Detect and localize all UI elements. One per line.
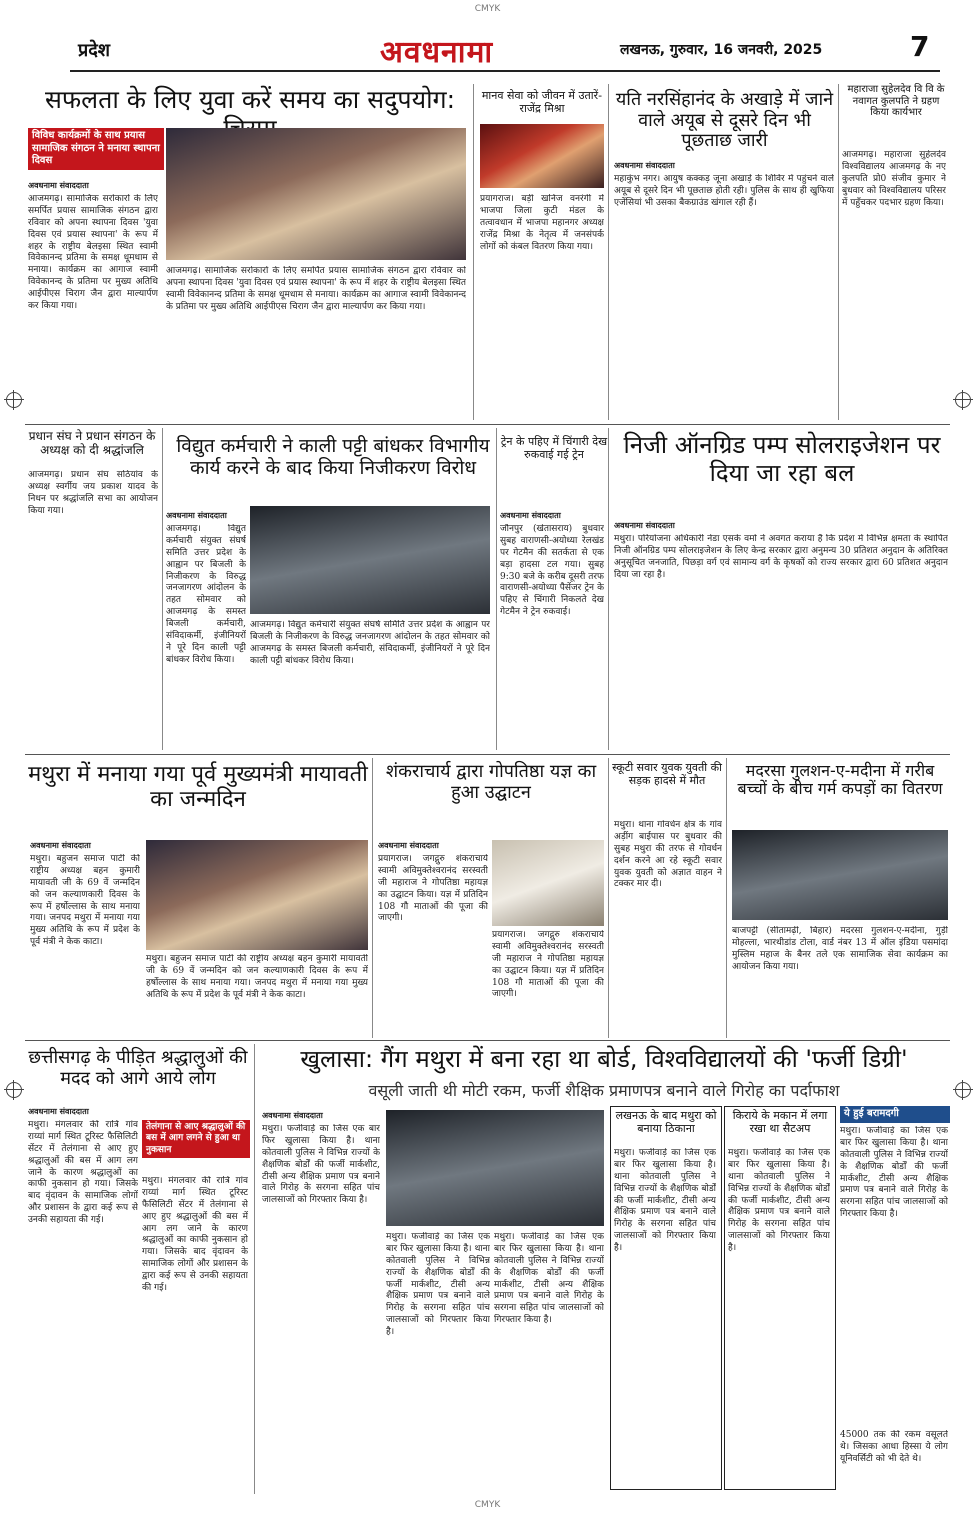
crosshair-registration-icon bbox=[6, 1082, 22, 1098]
article-body-khulasa-3: मथुरा। फर्जीवाड़े का जिस एक बार फिर खुलासा किया है। थाना कोतवाली पुलिस ने विभिन्न राज्यों के शैक्षणिक बोर्डों की फर्जी मार्कशीट, टीसी अन्य शैक्षिक प्रमाण पत्र बनाने वाले गिरोह के सरगना सहित पांच जालसाजों को गिरफ्तार किया है। bbox=[494, 1232, 604, 1326]
article-body-mayawati: मथुरा। बहुजन समाज पार्टी की राष्ट्रीय अध्यक्ष बहन कुमारी मायावती जी के 69 वें जन्मदिन को जन कल्याणकारी दिवस के रूप में हर्षोल्लास के साथ मनाया गया। जनपद मथुरा में मनाया गया मुख्य अतिथि के रूप में प्रदेश के पूर्व मंत्री ने केक काटा। bbox=[30, 854, 140, 948]
box-body-lucknow: मथुरा। फर्जीवाड़े का जिस एक बार फिर खुलासा किया है। थाना कोतवाली पुलिस ने विभिन्न राज्यों के शैक्षणिक बोर्डों की फर्जी मार्कशीट, टीसी अन्य शैक्षिक प्रमाण पत्र बनाने वाले गिरोह के सरगना सहित पांच जालसाजों को गिरफ्तार किया है। bbox=[614, 1148, 716, 1253]
article-body-yati: महाकुंभ नगर। आयुष कक्कड़ जूना अखाड़े के शिविर में पहुंचने वाले अयूब से दूसरे दिन भी पूछताछ होती रही। पुलिस के साथ ही खुफिया एजेंसियां भी उसका बैकग्राउंड खंगाल रही हैं। bbox=[614, 174, 834, 208]
headline-scooty: स्कूटी सवार युवक युवती की सड़क हादसे में मौत bbox=[612, 761, 722, 787]
column-divider bbox=[372, 758, 373, 1038]
row-divider bbox=[25, 754, 950, 755]
column-divider bbox=[838, 84, 839, 420]
row-divider bbox=[25, 1040, 950, 1041]
headline-train: ट्रेन के पहिए में चिंगारी देख रुकवाई गई ट्रेन bbox=[500, 435, 608, 461]
registration-mark-text-bottom: CMYK bbox=[474, 1500, 501, 1510]
headline-shankaracharya: शंकराचार्य द्वारा गोपतिष्ठा यज्ञ का हुआ उद्घाटन bbox=[385, 761, 597, 803]
masthead bbox=[0, 30, 975, 70]
article-body-vidyut-2: आजमगढ़। विद्युत कर्मचारी संयुक्त संघर्ष समिति उत्तर प्रदेश के आह्वान पर बिजली के निजीकरण के विरुद्ध जनजागरण आंदोलन के तहत सोमवार को आजमगढ़ के समस्त बिजली कर्मचारी, संविदाकर्मी, इंजीनियरों ने पूरे दिन काली पट्टी बांधकर विरोध किया। bbox=[250, 620, 490, 666]
subhead-khulasa: वसूली जाती थी मोटी रकम, फर्जी शैक्षिक प्रमाणपत्र बनाने वाले गिरोह का पर्दाफाश bbox=[368, 1081, 840, 1100]
article-body-khulasa: मथुरा। फर्जीवाड़े का जिस एक बार फिर खुलासा किया है। थाना कोतवाली पुलिस ने विभिन्न राज्यों के शैक्षणिक बोर्डों की फर्जी मार्कशीट, टीसी अन्य शैक्षिक प्रमाण पत्र बनाने वाले गिरोह के सरगना सहित पांच जालसाजों को गिरफ्तार किया है। bbox=[262, 1124, 380, 1206]
photo-manav bbox=[480, 124, 604, 188]
headline-mayawati: मथुरा में मनाया गया पूर्व मुख्यमंत्री मायावती का जन्मदिन bbox=[28, 762, 368, 813]
row-divider bbox=[25, 424, 950, 425]
headline-khulasa: खुलासा: गैंग मथुरा में बना रहा था बोर्ड, विश्वविद्यालयों की 'फर्जी डिग्री' bbox=[300, 1045, 908, 1073]
byline: अवधनामा संवाददाता bbox=[500, 511, 561, 520]
column-divider bbox=[608, 84, 609, 420]
article-body-train: जौनपुर (खेतासराय) बुधवार सुबह वाराणसी-अयोध्या रेलखंड पर गेटमैन की सतर्कता से एक बड़ा हादसा टल गया। सुबह 9:30 बजे के करीब दूसरी तरफ वाराणसी-अयोध्या पैसेंजर ट्रेन के पहिए से चिंगारी निकलते देख गेटमैन ने ट्रेन रुकवाई। bbox=[500, 524, 604, 618]
byline: अवधनामा संवाददाता bbox=[614, 521, 675, 530]
article-body-chirag-2: आजमगढ़। सामाजिक सरोकारों के लिए समर्पित प्रयास सामाजिक संगठन द्वारा रविवार को अपना स्थापना दिवस 'युवा दिवस एवं प्रयास स्थापना' के रूप में शहर के राष्ट्रीय बेलइसा स्थित स्वामी विवेकानन्द प्रतिमा के समक्ष धूमधाम से मनाया। कार्यक्रम का आगाज स्वामी विवेकानन्द के प्रतिमा पर मुख्य अतिथि आईपीएस चिराग जैन द्वारा माल्यार्पण कर किया गया। bbox=[166, 266, 466, 312]
subhead-chhattisgarh: तेलंगाना से आए श्रद्धालुओं की बस में आग लगने से हुआ था नुकसान bbox=[142, 1120, 250, 1158]
fact-amount: 45000 तक की रकम वसूलते थे। जिसका आधा हिस्सा ये लोग यूनिवर्सिटी को भी देते थे। bbox=[840, 1430, 948, 1464]
article-body-sohail: आजमगढ़। महाराजा सुहेलदेव विश्वविद्यालय आजमगढ़ के नए कुलपति प्रो0 संजीव कुमार ने बुधवार को विश्वविद्यालय परिसर में पहुँचकर पदभार ग्रहण किया। bbox=[842, 150, 946, 208]
photo-chirag-event bbox=[166, 128, 466, 260]
article-body-vidyut: आजमगढ़। विद्युत कर्मचारी संयुक्त संघर्ष समिति उत्तर प्रदेश के आह्वान पर बिजली के निजीकरण के विरुद्ध जनजागरण आंदोलन के तहत सोमवार को आजमगढ़ के समस्त बिजली कर्मचारी, संविदाकर्मी, इंजीनियरों ने पूरे दिन काली पट्टी बांधकर विरोध किया। bbox=[166, 524, 246, 665]
box-head-recovery: ये हुई बरामदगी bbox=[840, 1106, 950, 1123]
headline-yati: यति नरसिंहानंद के अखाड़े में जाने वाले अयूब से दूसरे दिन भी पूछताछ जारी bbox=[615, 89, 834, 152]
photo-gang-arrest bbox=[386, 1110, 604, 1226]
photo-mayawati-birthday bbox=[146, 840, 368, 950]
column-divider bbox=[254, 1044, 255, 1494]
column-divider bbox=[608, 758, 609, 1038]
subhead-chirag: विविध कार्यक्रमों के साथ प्रयास सामाजिक संगठन ने मनाया स्थापना दिवस bbox=[28, 128, 164, 170]
byline: अवधनामा संवाददाता bbox=[614, 161, 675, 170]
byline: अवधनामा संवाददाता bbox=[262, 1111, 323, 1120]
byline: अवधनामा संवाददाता bbox=[28, 181, 89, 190]
column-divider bbox=[726, 758, 727, 1038]
column-divider bbox=[473, 84, 474, 420]
newspaper-logo: अवधनामा bbox=[380, 35, 494, 70]
dateline: लखनऊ, गुरुवार, 16 जनवरी, 2025 bbox=[620, 42, 823, 58]
section-label: प्रदेश bbox=[78, 40, 111, 61]
crosshair-registration-icon bbox=[955, 1082, 971, 1098]
photo-vidyut-protest bbox=[250, 506, 490, 614]
column-divider bbox=[162, 428, 163, 750]
headline-sohail: महाराजा सुहेलदेव वि वि के नवागत कुलपति ने ग्रहण किया कार्यभार bbox=[847, 84, 945, 118]
headline-pradhan: प्रधान संघ ने प्रधान संगठन के अध्यक्ष को दी श्रद्धांजलि bbox=[28, 429, 156, 457]
box-head-lucknow: लखनऊ के बाद मथुरा को बनाया ठिकाना bbox=[615, 1109, 717, 1135]
article-body-mayawati-2: मथुरा। बहुजन समाज पार्टी की राष्ट्रीय अध्यक्ष बहन कुमारी मायावती जी के 69 वें जन्मदिन को जन कल्याणकारी दिवस के रूप में हर्षोल्लास के साथ मनाया गया। जनपद मथुरा में मनाया गया मुख्य अतिथि के रूप में प्रदेश के पूर्व मंत्री ने केक काटा। bbox=[146, 954, 368, 1000]
byline: अवधनामा संवाददाता bbox=[28, 1107, 89, 1116]
article-body-manav: प्रयागराज। बड़ी खनिज वनरंगी में भाजपा जिला कुटी मंडल के तत्वावधान में भाजपा महानगर अध्यक्ष राजेंद्र मिश्रा के नेतृत्व में जनसंपर्क लोगों को कंबल वितरण किया गया। bbox=[480, 194, 604, 252]
article-body-chhattisgarh-2: मथुरा। मंगलवार की रात्रि गांव राय्यां मार्ग स्थित टूरिस्ट फैसिलिटी सेंटर में तेलंगाना से आए हुए श्रद्धालुओं की बस में आग लग जाने के कारण श्रद्धालुओं का काफी नुकसान हो गया। जिसके बाद वृंदावन के सामाजिक लोगों और प्रशासन के द्वारा कई रूप से उनकी सहायता की गई। bbox=[142, 1176, 248, 1293]
headline-chhattisgarh: छत्तीसगढ़ के पीड़ित श्रद्धालुओं की मदद को आगे आये लोग bbox=[28, 1047, 248, 1089]
article-body-shankaracharya: प्रयागराज। जगद्गुरु शंकराचार्य स्वामी अविमुक्तेश्वरानंद सरस्वती जी महाराज ने गोपतिष्ठा महायज्ञ का उद्घाटन किया। यज्ञ में प्रतिदिन 108 गौ माताओं की पूजा की जाएगी। bbox=[378, 854, 488, 924]
page-number: 7 bbox=[910, 30, 930, 63]
photo-madrasa bbox=[732, 830, 948, 920]
registration-mark-text: CMYK bbox=[474, 4, 501, 14]
headline-madrasa: मदरसा गुलशन-ए-मदीना में गरीब बच्चों के बीच गर्म कपड़ों का वितरण bbox=[737, 761, 943, 799]
column-divider bbox=[608, 428, 609, 750]
headline-manav: मानव सेवा को जीवन में उतारें- राजेंद्र मिश्रा bbox=[481, 89, 603, 115]
column-divider bbox=[496, 428, 497, 750]
byline: अवधनामा संवाददाता bbox=[30, 841, 91, 850]
byline: अवधनामा संवाददाता bbox=[378, 841, 439, 850]
article-body-scooty: मथुरा। थाना गोवर्धन क्षेत्र के गांव अड़ींग बाईपास पर बुधवार की सुबह मथुरा की तरफ से गोवर्धन दर्शन करने आ रहे स्कूटी सवार युवक युवती को अज्ञात वाहन ने टक्कर मार दी। bbox=[614, 820, 722, 890]
article-body-shankaracharya-2: प्रयागराज। जगद्गुरु शंकराचार्य स्वामी अविमुक्तेश्वरानंद सरस्वती जी महाराज ने गोपतिष्ठा महायज्ञ का उद्घाटन किया। यज्ञ में प्रतिदिन 108 गौ माताओं की पूजा की जाएगी। bbox=[492, 930, 604, 1000]
photo-shankaracharya bbox=[492, 840, 604, 926]
article-body-khulasa-2: मथुरा। फर्जीवाड़े का जिस एक बार फिर खुलासा किया है। थाना कोतवाली पुलिस ने विभिन्न राज्यों के शैक्षणिक बोर्डों की फर्जी मार्कशीट, टीसी अन्य शैक्षिक प्रमाण पत्र बनाने वाले गिरोह के सरगना सहित पांच जालसाजों को गिरफ्तार किया है। bbox=[386, 1232, 490, 1337]
crosshair-registration-icon bbox=[955, 392, 971, 408]
article-body-pradhan: आजमगढ़। प्रधान संघ सठियांव के अध्यक्ष स्वर्गीय जय प्रकाश यादव के निधन पर श्रद्धांजलि सभा का आयोजन किया गया। bbox=[28, 470, 158, 516]
article-body-chirag: आजमगढ़। सामाजिक सरोकारों के लिए समर्पित प्रयास सामाजिक संगठन द्वारा रविवार को अपना स्थापना दिवस 'युवा दिवस एवं प्रयास स्थापना' के रूप में शहर के राष्ट्रीय बेलइसा स्थित स्वामी विवेकानन्द प्रतिमा के समक्ष धूमधाम से मनाया। कार्यक्रम का आगाज स्वामी विवेकानन्द के प्रतिमा पर मुख्य अतिथि आईपीएस चिराग जैन द्वारा माल्यार्पण कर किया गया। bbox=[28, 194, 158, 311]
headline-chirag: सफलता के लिए युवा करें समय का सदुपयोग: bbox=[44, 85, 456, 114]
byline: अवधनामा संवाददाता bbox=[166, 511, 227, 520]
headline-solar: निजी ऑनग्रिड पम्प सोलराइजेशन पर दिया जा रहा बल bbox=[623, 431, 941, 487]
article-body-solar: मथुरा। परियोजना अधिकारी नेडा एसके वर्मा ने अवगत कराया है कि प्रदेश में विभिन्न क्षमता के स्थापित निजी ऑनग्रिड पम्प सोलराइजेशन के लिए केन्द्र सरकार द्वारा अनुमन्य 30 प्रतिशत अनुदान के अतिरिक्त अनुसूचित जनजाति, पिछड़ा वर्ग एवं सामान्य वर्ग के कृषकों को राज्य सरकार द्वारा 60 प्रतिशत अनुदान दिया जा रहा है। bbox=[614, 534, 948, 580]
masthead-rule bbox=[70, 70, 940, 72]
article-body-madrasa: बाजपट्टी (सीतामढ़ी, बिहार) मदरसा गुलशन-ए-मदीना, गुड़ी मोहल्ला, भारथीडांड टोला, वार्ड नंबर 13 में ऑल इंडिया पसमांदा मुस्लिम महाज के बैनर तले एक सामाजिक सेवा कार्यक्रम का आयोजन किया गया। bbox=[732, 926, 948, 972]
box-head-rented-house: किराये के मकान में लगा रखा था सैटअप bbox=[732, 1109, 828, 1135]
crosshair-registration-icon bbox=[6, 392, 22, 408]
headline-vidyut: विद्युत कर्मचारी ने काली पट्टी बांधकर विभागीय कार्य करने के बाद किया निजीकरण विरोध bbox=[176, 435, 490, 479]
box-body-recovery: मथुरा। फर्जीवाड़े का जिस एक बार फिर खुलासा किया है। थाना कोतवाली पुलिस ने विभिन्न राज्यों के शैक्षणिक बोर्डों की फर्जी मार्कशीट, टीसी अन्य शैक्षिक प्रमाण पत्र बनाने वाले गिरोह के सरगना सहित पांच जालसाजों को गिरफ्तार किया है। bbox=[840, 1126, 948, 1220]
box-body-rented-house: मथुरा। फर्जीवाड़े का जिस एक बार फिर खुलासा किया है। थाना कोतवाली पुलिस ने विभिन्न राज्यों के शैक्षणिक बोर्डों की फर्जी मार्कशीट, टीसी अन्य शैक्षिक प्रमाण पत्र बनाने वाले गिरोह के सरगना सहित पांच जालसाजों को गिरफ्तार किया है। bbox=[728, 1148, 830, 1253]
article-body-chhattisgarh: मथुरा। मंगलवार की रात्रि गांव राय्यां मार्ग स्थित टूरिस्ट फैसिलिटी सेंटर में तेलंगाना से आए हुए श्रद्धालुओं की बस में आग लग जाने के कारण श्रद्धालुओं का काफी नुकसान हो गया। जिसके बाद वृंदावन के सामाजिक लोगों और प्रशासन के द्वारा कई रूप से उनकी सहायता की गई। bbox=[28, 1120, 138, 1225]
